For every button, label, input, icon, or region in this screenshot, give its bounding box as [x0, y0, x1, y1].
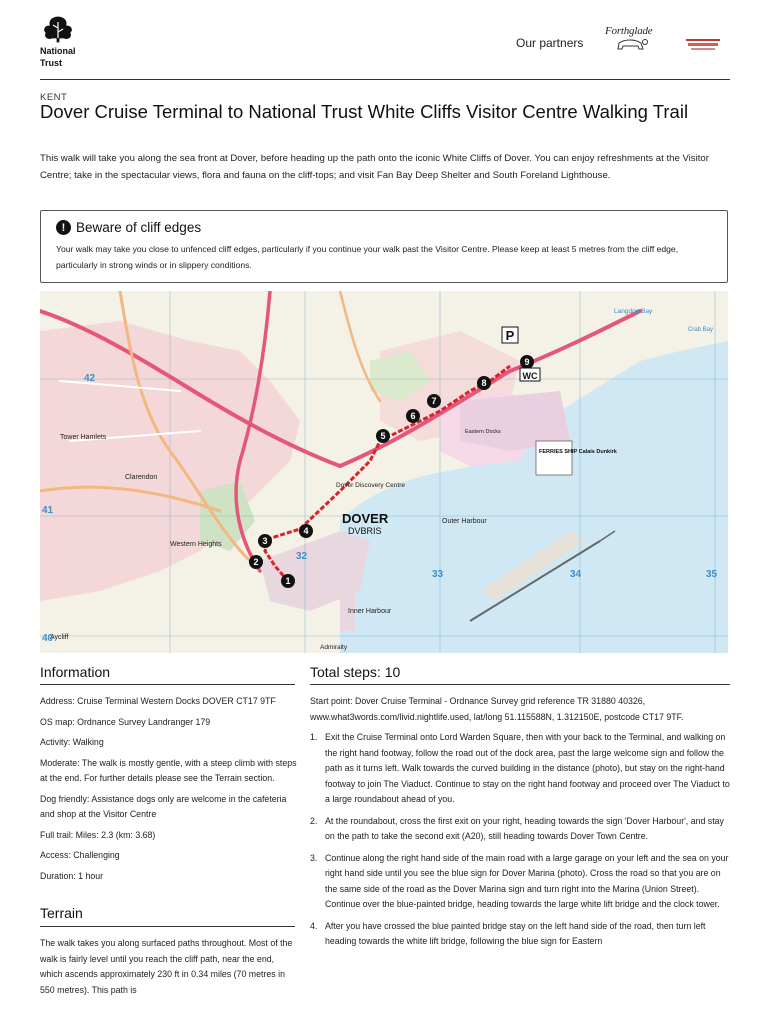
region-label: KENT	[40, 92, 68, 103]
warning-heading	[56, 220, 712, 235]
info-duration: Duration: 1 hour	[40, 870, 104, 881]
partners-label: Our partners	[516, 36, 584, 50]
oak-leaf-icon	[40, 14, 76, 44]
svg-text:2: 2	[253, 557, 259, 567]
map-grid-34: 34	[570, 569, 582, 580]
info-access: Access: Challenging	[40, 850, 120, 860]
map-label-western-heights: Western Heights	[170, 541, 222, 548]
map-marker-3	[258, 534, 272, 548]
step-item	[310, 814, 730, 845]
map-label-ferries: FERRIES SHIP Calais Dunkirk	[539, 449, 617, 455]
info-activity: Activity: Walking	[40, 737, 104, 747]
map-label-langdon-bay: Langdon Bay	[614, 308, 653, 315]
map-marker-4	[299, 524, 313, 538]
information-list	[40, 694, 298, 889]
map-marker-9	[520, 355, 534, 369]
map-marker-5	[376, 429, 390, 443]
map-label-discovery: Dover Discovery Centre	[336, 482, 405, 489]
steps-divider	[310, 684, 730, 685]
map-marker-7	[427, 394, 441, 408]
step-number: 4.	[310, 920, 318, 931]
map-label-admiralty: Admiralty	[320, 644, 348, 651]
info-difficulty: Moderate: The walk is mostly gentle, with a steep climb with steps at the end. For further details please see the Terrain section.	[40, 757, 297, 783]
map-marker-1	[281, 574, 295, 588]
steps-list	[310, 694, 730, 956]
svg-text:6: 6	[410, 411, 416, 421]
step-text: Continue along the right hand side of the main road with a large garage on your left and the sea on your right hand side until you see the blue sign for Dover Marina (photo). Cross the road so that you are on the same side of the road as the Dover Marina sign and turn right into the Marina (Union Street). Continue over the blue-painted bridge, heading towards the large white lift bridge and the clock tower.	[325, 852, 729, 909]
step-number: 2.	[310, 815, 318, 826]
terrain-text: The walk takes you along surfaced paths throughout. Most of the walk is fairly level until you reach the cliff path, near the end, which ascends approximately 230 ft in 0.34 miles (70 metres in 550 metres). This path is	[40, 938, 293, 995]
page-title: Dover Cruise Terminal to National Trust White Cliffs Visitor Centre Walking Trail	[40, 101, 689, 122]
cliff-warning-box	[40, 210, 728, 283]
map-grid-42: 42	[84, 373, 96, 384]
information-heading: Information	[40, 664, 111, 680]
terrain-heading: Terrain	[40, 905, 83, 921]
map-label-inner-harbour: Inner Harbour	[348, 608, 392, 615]
exclamation-icon: !	[56, 220, 71, 235]
dog-icon	[605, 37, 657, 57]
svg-text:3: 3	[262, 536, 268, 546]
step-text: After you have crossed the blue painted bridge stay on the left hand side of the road, then turn left heading towards the white lift bridge, following the blue sign for Eastern	[325, 920, 706, 946]
map-label-dvbris: DVBRIS	[348, 526, 382, 536]
map-marker-6	[406, 409, 420, 423]
map-label-clarendon: Clarendon	[125, 474, 158, 481]
info-dog-friendly: Dog friendly: Assistance dogs only are welcome in the cafeteria and shop at the Visitor Centre	[40, 793, 287, 819]
map-grid-33: 33	[432, 569, 444, 580]
step-item	[310, 919, 730, 950]
svg-text:5: 5	[380, 431, 386, 441]
map-label-tower-hamlets: Tower Hamlets	[60, 434, 107, 441]
svg-text:1: 1	[285, 576, 291, 586]
header-divider	[40, 79, 730, 80]
map-label-outer-harbour: Outer Harbour	[442, 518, 487, 525]
parking-icon: P	[505, 328, 515, 343]
map-grid-32: 32	[296, 551, 308, 562]
map-canvas	[40, 291, 728, 653]
warning-text: Your walk may take you close to unfenced cliff edges, particularly if you continue your walk past the Visitor Centre. Please keep at least 5 metres from the cliff edge, particularly in strong winds or in slippery conditions.	[56, 244, 679, 270]
national-trust-logo[interactable]	[40, 14, 84, 68]
step-item	[310, 851, 730, 913]
step-text: Exit the Cruise Terminal onto Lord Warden Square, then with your back to the Terminal, and walking on the right hand footway, follow the road out of the dock area, past the large welcome sign and follow the path as it turns left. Walk towards the curved building in the distance (photo), but stay on the right-hand footway to join The Viaduct. Continue to stay on the right hand footway and proceed over The Viaduct to a large roundabout ahead of you.	[325, 732, 730, 804]
logo-text-line2: Trust	[40, 58, 63, 68]
info-address: Address: Cruise Terminal Western Docks DOVER CT17 9TF	[40, 696, 276, 706]
svg-text:8: 8	[481, 378, 487, 388]
map-grid-41: 41	[42, 505, 54, 516]
map-grid-40: 40	[42, 633, 54, 644]
step-number: 1.	[310, 732, 318, 742]
map-label-aycliff: Aycliff	[50, 634, 69, 641]
wc-icon: WC	[522, 371, 538, 381]
step-number: 3.	[310, 852, 318, 863]
svg-text:7: 7	[431, 396, 437, 406]
step-text: At the roundabout, cross the first exit on your right, heading towards the sign 'Dover Harbour', and stay on the path to take the second exit (A20), still heading towards Dover Town Centre.	[325, 815, 724, 841]
map-label-dover: DOVER	[342, 511, 389, 526]
partner1-name: Forthglade	[605, 25, 653, 37]
terrain-divider	[40, 926, 295, 927]
info-full-trail: Full trail: Miles: 2.3 (km: 3.68)	[40, 829, 156, 840]
svg-text:4: 4	[303, 526, 309, 536]
step-item	[310, 730, 730, 808]
intro-text: This walk will take you along the sea front at Dover, before heading up the path onto the iconic White Cliffs of Dover. You can enjoy refreshments at the Visitor Centre; take in the spectacular views, flora and fauna on the cliff-tops; and visit Fan Bay Deep Shelter and South Foreland Lighthouse.	[40, 153, 709, 181]
steps-ordered-list	[310, 730, 730, 950]
route-map[interactable]	[40, 291, 728, 653]
steps-heading: Total steps: 10	[310, 664, 401, 680]
map-grid-35: 35	[706, 569, 718, 580]
warning-title: Beware of cliff edges	[76, 220, 202, 235]
info-os-map: OS map: Ordnance Survey Landranger 179	[40, 716, 211, 727]
partner-logo-forthglade[interactable]	[605, 25, 657, 59]
information-divider	[40, 684, 295, 685]
map-label-eastern-docks: Eastern Docks	[465, 429, 501, 435]
svg-text:9: 9	[524, 357, 530, 367]
start-point: Start point: Dover Cruise Terminal - Ordnance Survey grid reference TR 31880 40326, www.what3words.com/livid.nightlife.used, lat/long 51.115588N, 1.312150E, postcode CT17 9TF.	[310, 696, 684, 722]
logo-text-line1: National	[40, 46, 76, 56]
map-label-crab-bay: Crab Bay	[688, 327, 714, 333]
map-marker-2	[249, 555, 263, 569]
cotswold-logo-icon	[686, 39, 720, 51]
partner-logo-cotswold[interactable]	[686, 38, 720, 50]
map-marker-8	[477, 376, 491, 390]
